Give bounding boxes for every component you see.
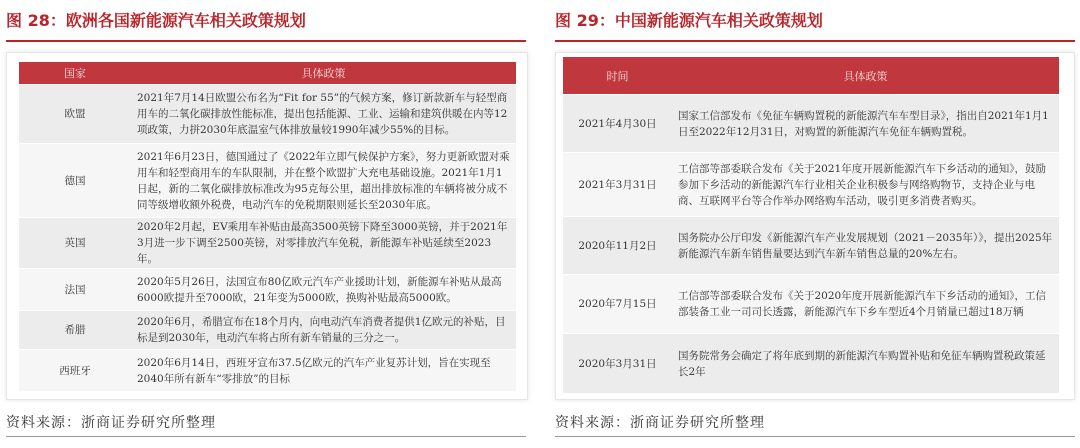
country-cell: 英国: [19, 218, 131, 269]
table-row: [19, 144, 516, 218]
table-row: [563, 275, 1059, 334]
table-header-row: [19, 62, 516, 85]
date-cell: 2021年3月31日: [563, 153, 672, 217]
country-cell: 希腊: [19, 311, 131, 350]
table-row: [563, 217, 1059, 275]
date-cell: 2020年11月2日: [563, 217, 672, 275]
china-policy-figure: [555, 0, 1080, 448]
europe-policy-table: [19, 62, 516, 392]
policy-cell: 工信部等部委联合发布《关于2020年度开展新能源汽车下乡活动的通知》，工信部装备工业一司司长透露，新能源汽车下乡车型近4个月销量已超过18万辆: [672, 275, 1059, 334]
date-cell: 2020年7月15日: [563, 275, 672, 334]
footer-divider: [6, 436, 526, 437]
table-row: [19, 350, 516, 392]
policy-cell: 2020年2月起，EV乘用车补贴由最高3500英镑下降至3000英镑，并于2021年3月进一步下调至2500英镑，对零排放汽车免税，新能源车补贴延续至2023年。: [131, 218, 516, 269]
policy-cell: 2021年6月23日，德国通过了《2022年立即气候保护方案》，努力更新欧盟对乘用车和轻型商用车的车队限制，并在整个欧盟扩大充电基础设施。2021年1月1日起，新的二氧化碳排放标准改为95克每公里，超出排放标准的车辆将被分成不同等级增收额外税费，电动汽车的免税期限则延长至2030年底。: [131, 144, 516, 218]
country-cell: 欧盟: [19, 85, 131, 144]
table-row: [563, 95, 1059, 153]
header-country: 国家: [19, 62, 131, 85]
policy-cell: 国务院办公厅印发《新能源汽车产业发展规划（2021－2035年）》，提出2025年新能源汽车新车销售量要达到汽车新车销售总量的20%左右。: [672, 217, 1059, 275]
title-divider: [6, 40, 526, 42]
table-row: [19, 269, 516, 311]
country-cell: 德国: [19, 144, 131, 218]
table-row: [19, 85, 516, 144]
policy-cell: 工信部等部委联合发布《关于2021年度开展新能源汽车下乡活动的通知》，鼓励参加下乡活动的新能源汽车行业相关企业积极参与网络购物节，支持企业与电商、互联网平台等合作举办网络购车活动，吸引更多消费者购买。: [672, 153, 1059, 217]
header-policy: 具体政策: [131, 62, 516, 85]
policy-cell: 国家工信部发布《免征车辆购置税的新能源汽车车型目录》，指出自2021年1月1日至2022年12月31日，对购置的新能源汽车免征车辆购置税。: [672, 95, 1059, 153]
header-date: 时间: [563, 57, 672, 95]
source-note: 资料来源：浙商证券研究所整理: [6, 415, 216, 431]
policy-cell: 2020年6月，希腊宣布在18个月内，向电动汽车消费者提供1亿欧元的补贴，目标是到2030年，电动汽车将占所有新车销量的三分之一。: [131, 311, 516, 350]
china-policy-table: [563, 57, 1059, 394]
table-frame: [6, 52, 528, 400]
footer-divider: [555, 436, 1075, 437]
table-row: [563, 334, 1059, 394]
policy-cell: 2020年5月26日，法国宣布80亿欧元汽车产业援助计划，新能源车补贴从最高6000欧提升至7000欧，21年变为5000欧，换购补贴最高5000欧。: [131, 269, 516, 311]
date-cell: 2020年3月31日: [563, 334, 672, 394]
figure-title: 图 29：中国新能源汽车相关政策规划: [555, 11, 823, 30]
table-frame: [555, 52, 1075, 400]
source-note: 资料来源：浙商证券研究所整理: [555, 415, 765, 431]
title-divider: [555, 40, 1075, 42]
table-row: [19, 218, 516, 269]
policy-cell: 2021年7月14日欧盟公布名为“Fit for 55”的气候方案，修订新款新车与轻型商用车的二氧化碳排放性能标准，提出包括能源、工业、运输和建筑供暖在内等12项政策，力拼2030年底温室气体排放量较1990年减少55%的目标。: [131, 85, 516, 144]
figure-title: 图 28：欧洲各国新能源汽车相关政策规划: [6, 11, 306, 30]
country-cell: 法国: [19, 269, 131, 311]
policy-cell: 国务院常务会确定了将年底到期的新能源汽车购置补贴和免征车辆购置税政策延长2年: [672, 334, 1059, 394]
header-policy: 具体政策: [672, 57, 1059, 95]
table-header-row: [563, 57, 1059, 95]
country-cell: 西班牙: [19, 350, 131, 392]
date-cell: 2021年4月30日: [563, 95, 672, 153]
policy-cell: 2020年6月14日，西班牙宣布37.5亿欧元的汽车产业复苏计划，旨在实现至2040年所有新车“零排放”的目标: [131, 350, 516, 392]
table-row: [563, 153, 1059, 217]
table-row: [19, 311, 516, 350]
